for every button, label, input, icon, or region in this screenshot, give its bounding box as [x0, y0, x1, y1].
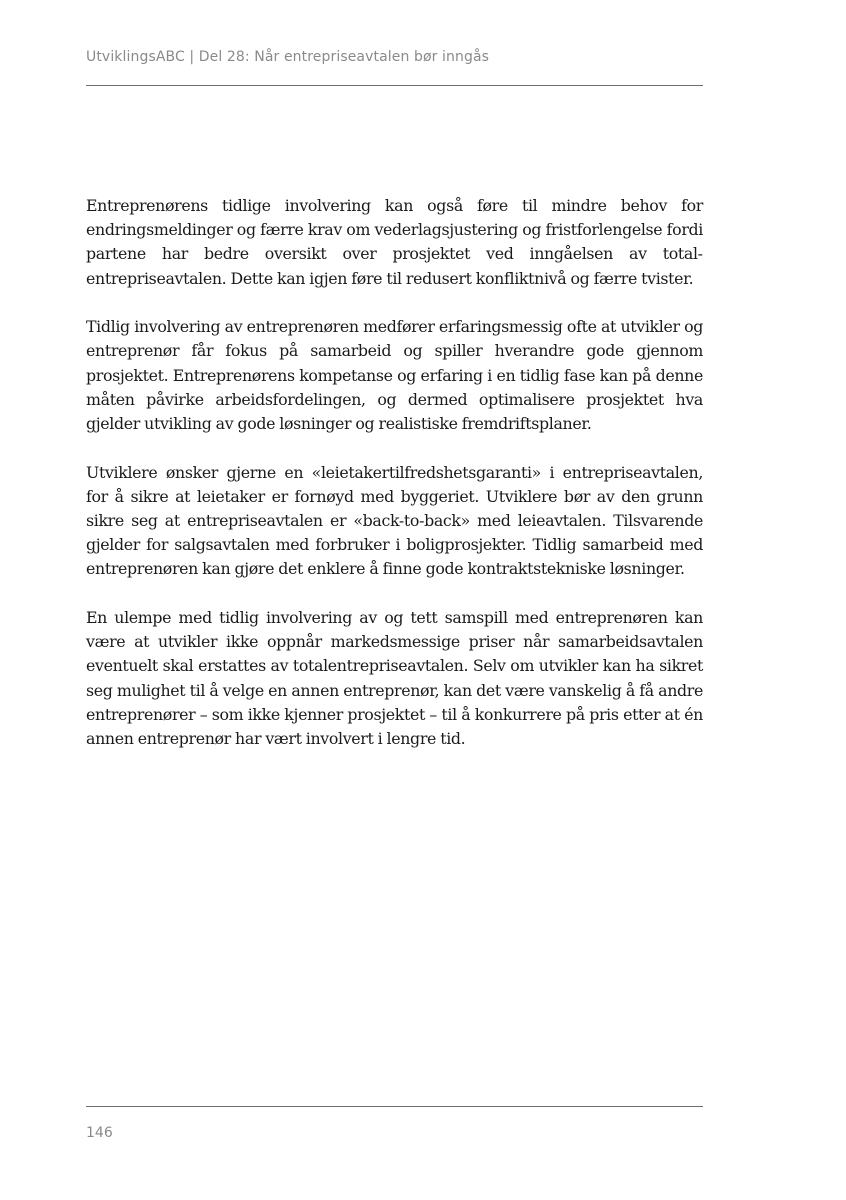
running-head: UtviklingsABC | Del 28: Når entrepriseavtalen bør inngås — [86, 49, 490, 65]
page-number: 146 — [86, 1125, 113, 1141]
paragraph-3: Utviklere ønsker gjerne en «leietakertilfredshetsgaranti» i entrepriseavtalen, for å sikre at leietaker er fornøyd med byggeriet. Utviklere bør av den grunn sikre seg at entrepriseavtalen er «back-to-back» med leieavtalen. Tilsvarende gjelder for salgsavtalen med forbruker i boligprosjekter. Tidlig samarbeid med entreprenøren kan gjøre det enklere å finne gode kontraktstekniske løsninger. — [86, 462, 703, 579]
paragraph-2: Tidlig involvering av entreprenøren medfører erfaringsmessig ofte at utvikler og entreprenør får fokus på samarbeid og spiller hverandre gode gjennom prosjektet. Entreprenørens kompetanse og erfaring i en tidlig fase kan på denne måten påvirke arbeidsfordelingen, og dermed optimalisere prosjektet hva gjelder utvikling av gode løsninger og realistiske fremdriftsplaner. — [86, 317, 703, 434]
paragraph-1: Entreprenørens tidlige involvering kan også føre til mindre behov for endringsmeldinger og færre krav om vederlagsjustering og fristforlengelse fordi partene har bedre oversikt over prosjektet ved inngåelsen av totalentrepriseavtalen. Dette kan igjen føre til redusert konfliktnivå og færre tvister. — [86, 196, 703, 288]
footer-rule — [86, 1106, 703, 1107]
header-rule — [86, 85, 703, 86]
body-text — [86, 194, 703, 776]
paragraph-4: En ulempe med tidlig involvering av og tett samspill med entreprenøren kan være at utvikler ikke oppnår markedsmessige priser når samarbeidsavtalen eventuelt skal erstattes av totalentrepriseavtalen. Selv om utvikler kan ha sikret seg mulighet til å velge en annen entreprenør, kan det være vanskelig å få andre entreprenører – som ikke kjenner prosjektet – til å konkurrere på pris etter at én annen entreprenør har vært involvert i lengre tid. — [86, 608, 703, 749]
